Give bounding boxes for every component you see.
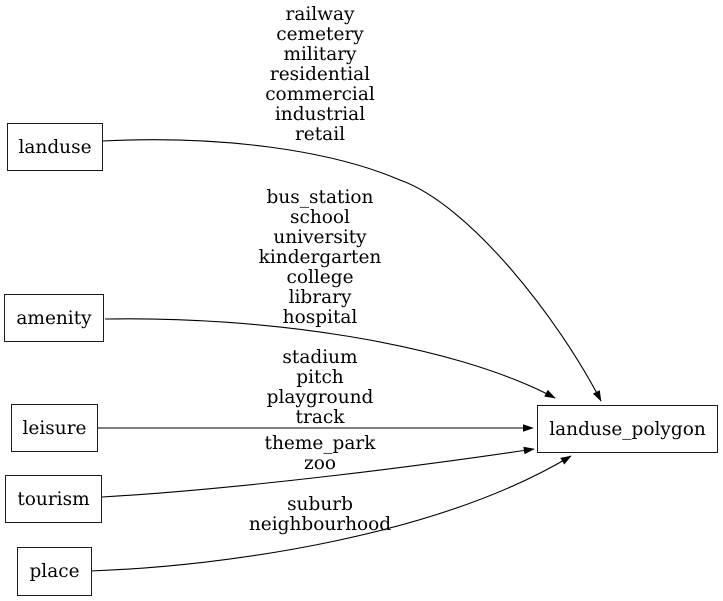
edge-tag-label: library [288, 287, 352, 308]
edge-tag-label: residential [269, 64, 371, 85]
edge-tag-label: suburb [287, 494, 353, 515]
node-leisure [11, 404, 98, 452]
edge-tag-label: retail [294, 124, 346, 145]
edge-tag-label: university [273, 227, 367, 248]
node-place [17, 547, 92, 596]
node-leisure-label: leisure [22, 417, 87, 439]
edge-tag-label: neighbourhood [248, 514, 392, 535]
node-amenity-label: amenity [16, 307, 92, 329]
edge-tags-landuse [265, 5, 375, 145]
edge-tags-amenity [259, 188, 382, 328]
node-amenity [4, 294, 104, 342]
edge-tag-label: railway [285, 4, 355, 25]
edge-tag-label: theme_park [264, 433, 376, 454]
node-landuse_polygon [537, 405, 718, 453]
edge-tags-leisure [267, 348, 374, 428]
node-landuse_polygon-label: landuse_polygon [549, 418, 706, 440]
edge-tag-label: commercial [265, 84, 375, 105]
node-tourism-label: tourism [17, 488, 90, 510]
edge-tag-label: hospital [282, 307, 358, 328]
edge-tag-label: military [283, 44, 357, 65]
edge-tag-label: cemetery [276, 24, 364, 45]
edge-tag-label: track [295, 407, 345, 428]
edge-tags-tourism [265, 434, 376, 474]
edge-tags-place [249, 495, 391, 535]
edge-tag-label: school [290, 207, 350, 228]
edge-tag-label: college [286, 267, 354, 288]
edge-tag-label: playground [266, 387, 374, 408]
node-tourism [5, 475, 102, 523]
node-landuse-label: landuse [18, 136, 92, 158]
edge-tag-label: industrial [274, 104, 366, 125]
edge-tag-label: kindergarten [258, 247, 382, 268]
edge-tag-label: zoo [303, 453, 337, 474]
node-landuse [7, 123, 103, 171]
edge-tag-label: pitch [296, 367, 344, 388]
edge-tag-label: bus_station [266, 187, 374, 208]
node-place-label: place [29, 561, 80, 582]
edge-tag-label: stadium [282, 347, 358, 368]
